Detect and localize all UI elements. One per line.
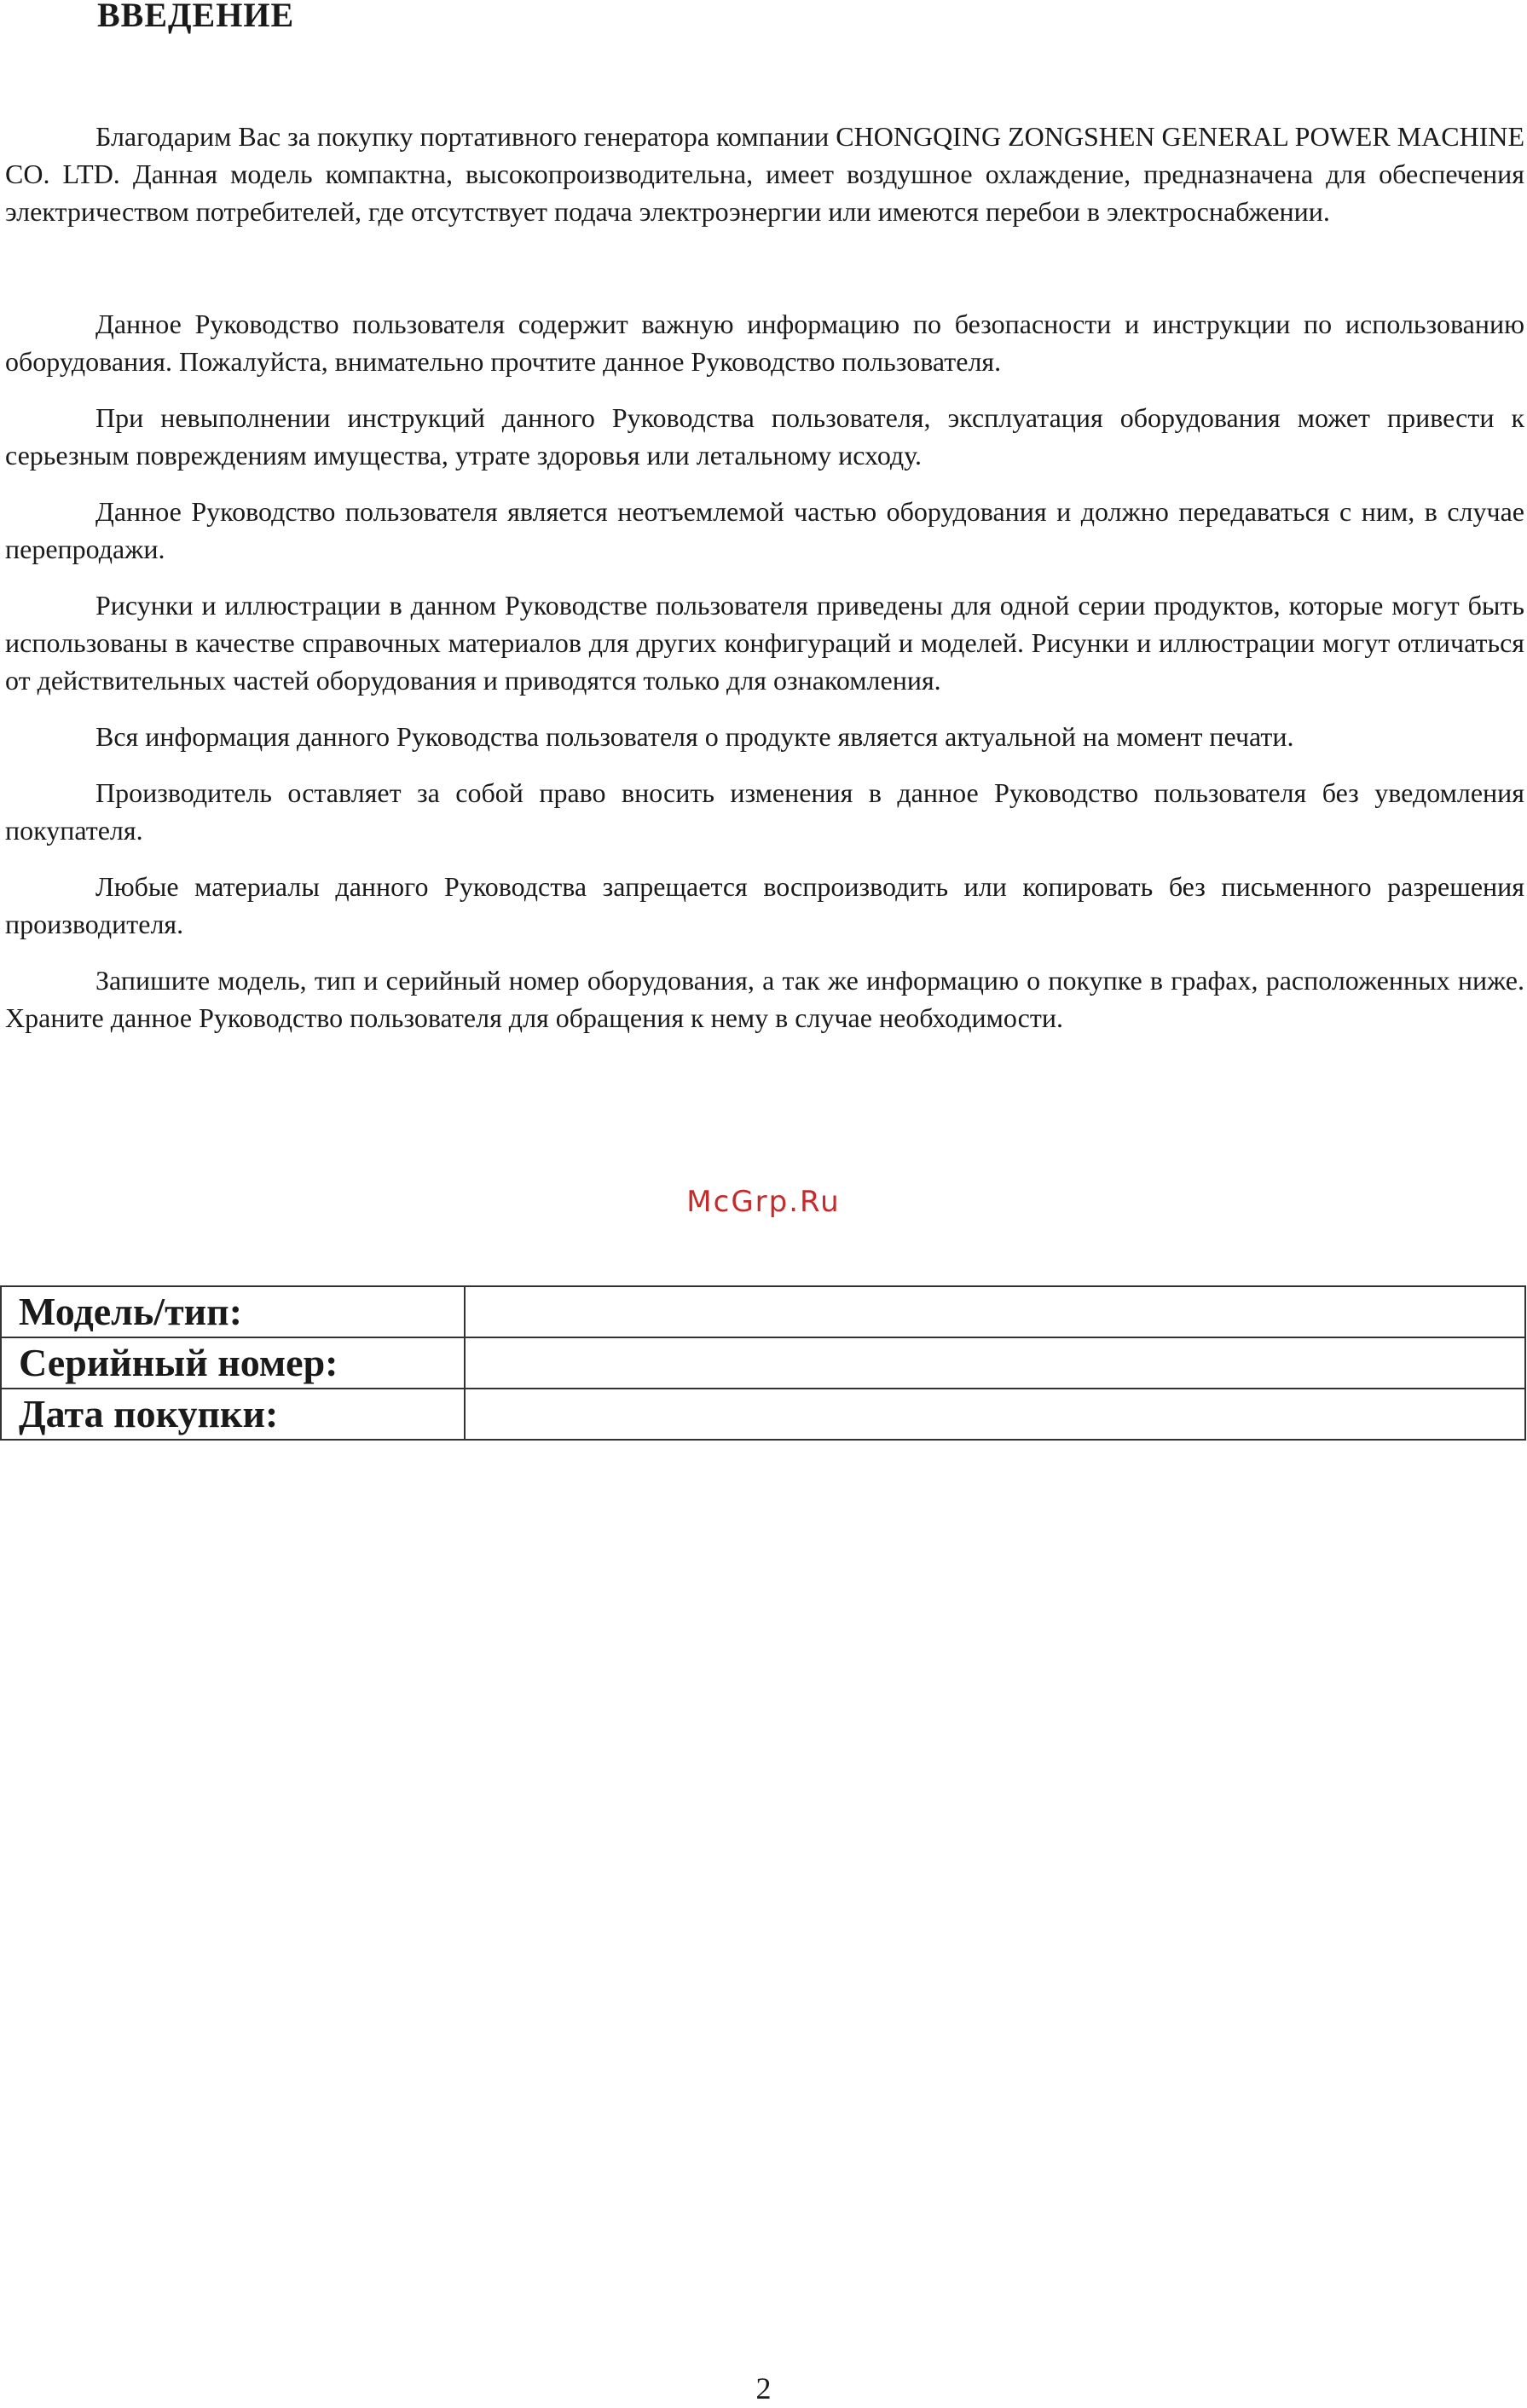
model-type-field[interactable] (465, 1286, 1525, 1337)
paragraph-resale: Данное Руководство пользователя является неотъемлемой частью оборудования и должно передаваться с ним, в случае перепродажи. (5, 496, 1524, 564)
section-heading: ВВЕДЕНИЕ (97, 0, 295, 34)
serial-number-label: Серийный номер: (1, 1337, 465, 1389)
paragraph-safety-info: Данное Руководство пользователя содержит важную информацию по безопасности и инструкции по использованию оборудования. Пожалуйста, внимательно прочтите данное Руководство пользователя. (5, 309, 1524, 377)
table-row (1, 1286, 1525, 1337)
body-text (5, 118, 1524, 1055)
paragraph-record-info: Запишите модель, тип и серийный номер оборудования, а так же информацию о покупке в графах, расположенных ниже. Храните данное Руководство пользователя для обращения к нему в случае необходимости. (5, 965, 1524, 1033)
watermark-text: McGrp.Ru (686, 1185, 841, 1219)
serial-number-field[interactable] (465, 1337, 1525, 1389)
model-type-label: Модель/тип: (1, 1286, 465, 1337)
paragraph-warning: При невыполнении инструкций данного Руководства пользователя, эксплуатация оборудования может привести к серьезным повреждениям имущества, утрате здоровья или летальному исходу. (5, 402, 1524, 471)
purchase-date-label: Дата покупки: (1, 1389, 465, 1440)
product-info-table (0, 1285, 1526, 1441)
paragraph-changes: Производитель оставляет за собой право вносить изменения в данное Руководство пользователя без уведомления покупателя. (5, 777, 1524, 846)
paragraph-intro: Благодарим Вас за покупку портативного генератора компании CHONGQING ZONGSHEN GENERAL POWER MACHINE CO. LTD. Данная модель компактна, высокопроизводительна, имеет воздушное охлаждение, предназначена для обеспечения электричеством потребителей, где отсутствует подача электроэнергии или имеются перебои в электроснабжении. (5, 121, 1524, 227)
table-row (1, 1337, 1525, 1389)
purchase-date-field[interactable] (465, 1389, 1525, 1440)
table-row (1, 1389, 1525, 1440)
paragraph-illustrations: Рисунки и иллюстрации в данном Руководстве пользователя приведены для одной серии продуктов, которые могут быть использованы в качестве справочных материалов для других конфигураций и моделей. Рисунки и иллюстрации могут отличаться от действительных частей оборудования и приводятся только для ознакомления. (5, 590, 1524, 696)
page-number: 2 (755, 2371, 772, 2405)
paragraph-actuality: Вся информация данного Руководства пользователя о продукте является актуальной на момент печати. (95, 721, 1294, 752)
paragraph-copyright: Любые материалы данного Руководства запрещается воспроизводить или копировать без письменного разрешения производителя. (5, 871, 1524, 939)
